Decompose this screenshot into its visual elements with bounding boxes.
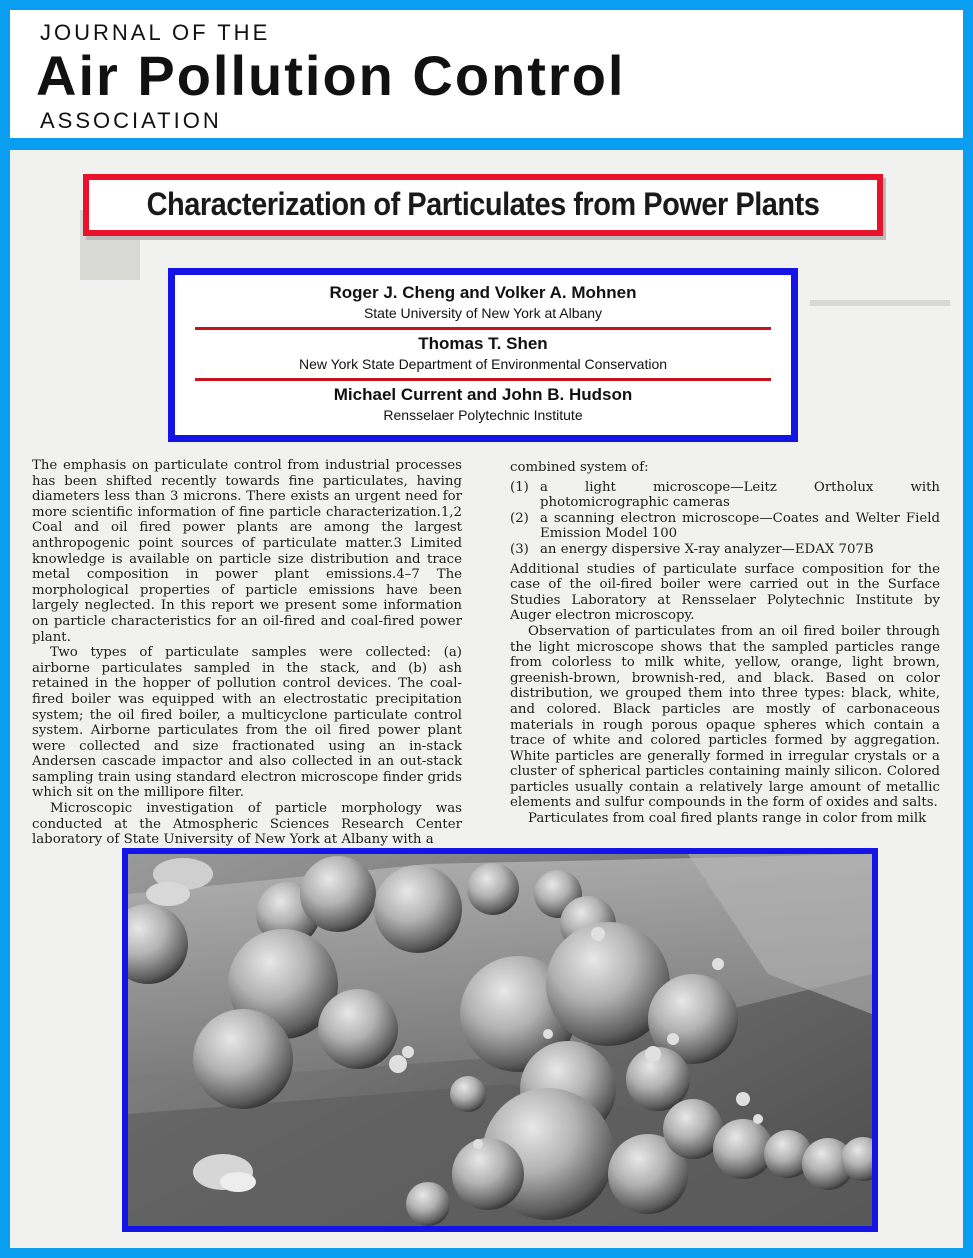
list-item bbox=[510, 511, 940, 542]
sem-micrograph-image bbox=[128, 854, 872, 1226]
paragraph: The emphasis on particulate control from industrial processes has been shifted recently towards fine particulates, having diameters less than 3 microns. There exists an urgent need for more scientific information of fine particle characterization.1,2 Coal and oil fired power plants are among the largest anthropogenic point sources of particulate matter.3 Limited knowledge is available on particle size distribution and trace metal composition in power plant emissions.4–7 The morphological properties of particle emissions have been largely neglected. In this report we present some information on particle characteristics for an oil-fired and coal-fired power plant. bbox=[32, 458, 462, 645]
author-affiliation: New York State Department of Environmental Conservation bbox=[298, 356, 668, 372]
article-title-box bbox=[83, 174, 883, 236]
journal-masthead bbox=[10, 10, 963, 138]
sem-micrograph bbox=[122, 848, 878, 1232]
author-names: Roger J. Cheng and Volker A. Mohnen bbox=[329, 283, 637, 302]
list-text: a scanning electron microscope—Coates and Welter Field Emission Model 100 bbox=[540, 510, 940, 542]
paragraph: Microscopic investigation of particle morphology was conducted at the Atmospheric Sciences Research Center laboratory of State University of New York at Albany with a bbox=[32, 801, 462, 848]
list-number: (3) bbox=[510, 541, 529, 557]
body-column-left bbox=[32, 458, 462, 848]
paragraph: Particulates from coal fired plants range in color from milk bbox=[528, 811, 927, 827]
paragraph: Additional studies of particulate surface composition for the case of the oil-fired boiler were carried out in the Surface Studies Laboratory at Rensselaer Polytechnic Institute by Auger electron microscopy. bbox=[510, 561, 940, 624]
author-divider bbox=[195, 327, 771, 330]
list-item bbox=[510, 480, 940, 511]
masthead-line-3: ASSOCIATION bbox=[40, 108, 222, 133]
paragraph: Two types of particulate samples were collected: (a) airborne particulates sampled in the stack, and (b) ash retained in the hopper of pollution control devices. The coal-fired boiler was equipped with an electrostatic precipitation system; the oil fired boiler, a multicyclone particulate control system. Airborne particulates from the oil fired power plant were collected and size fractionated using an in-stack Andersen cascade impactor and also collected in an out-stack sampling train using standard electron microscope finder grids which sit on the millipore filter. bbox=[32, 645, 462, 801]
list-number: (2) bbox=[510, 510, 529, 526]
author-divider bbox=[195, 378, 771, 381]
masthead-line-1: JOURNAL OF THE bbox=[40, 20, 271, 45]
masthead-divider bbox=[10, 138, 963, 150]
author-names: Thomas T. Shen bbox=[418, 334, 548, 353]
author-affiliation: Rensselaer Polytechnic Institute bbox=[383, 407, 583, 423]
author-box bbox=[168, 268, 798, 442]
list-text: a light microscope—Leitz Ortholux with photomicrographic cameras bbox=[540, 479, 940, 511]
author-affiliation: State University of New York at Albany bbox=[363, 305, 603, 321]
list-text: an energy dispersive X-ray analyzer—EDAX 707B bbox=[540, 541, 874, 557]
masthead-journal-name: Air Pollution Control bbox=[36, 44, 626, 107]
body-column-right bbox=[510, 460, 940, 827]
list-number: (1) bbox=[510, 479, 529, 495]
equipment-list bbox=[510, 480, 940, 558]
article-title: Characterization of Particulates from Power Plants bbox=[146, 186, 820, 223]
list-intro: combined system of: bbox=[510, 460, 649, 475]
list-item bbox=[510, 542, 940, 558]
paragraph: Observation of particulates from an oil fired boiler through the light microscope shows that the sampled particles range from colorless to milk white, yellow, orange, light brown, greenish-brown, brownish-red, and black. Based on color distribution, we grouped them into three types: black, white, and colored. Black particles are mostly of carbonaceous materials in rough porous opaque spheres which contain a trace of white and colored particles formed by aggregation. White particles are generally formed in irregular crystals or a cluster of spherical particles containing mainly silicon. Colored particles usually contain a relatively large amount of metallic elements and sulfur compounds in the form of oxides and salts. bbox=[510, 623, 940, 811]
author-names: Michael Current and John B. Hudson bbox=[333, 385, 633, 404]
